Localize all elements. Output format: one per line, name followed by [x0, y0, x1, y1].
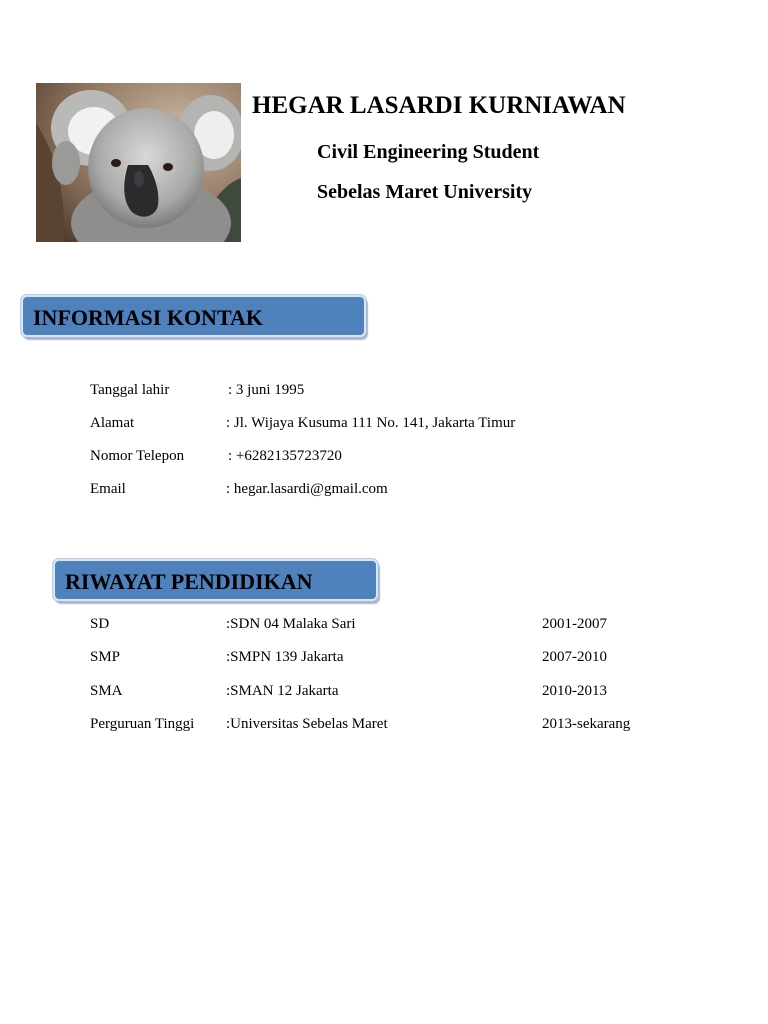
education-school: :SMPN 139 Jakarta [226, 649, 344, 665]
contact-label: Email [90, 481, 126, 497]
subtitle-occupation: Civil Engineering Student [317, 141, 540, 163]
contact-label: Alamat [90, 415, 135, 431]
education-school: :Universitas Sebelas Maret [226, 716, 388, 732]
contact-label: Tanggal lahir [90, 382, 170, 398]
education-level: Perguruan Tinggi [90, 716, 195, 732]
education-years: 2007-2010 [542, 649, 607, 665]
education-level: SD [90, 616, 110, 632]
profile-photo-koala [36, 83, 241, 242]
contact-value: : Jl. Wijaya Kusuma 111 No. 141, Jakarta Timur [226, 415, 516, 431]
education-years: 2010-2013 [542, 683, 607, 699]
education-school: :SMAN 12 Jakarta [226, 683, 339, 699]
section-header-education: RIWAYAT PENDIDIKAN [53, 559, 378, 601]
contact-value: : hegar.lasardi@gmail.com [226, 481, 388, 497]
full-name: HEGAR LASARDI KURNIAWAN [252, 92, 626, 119]
contact-value: : 3 juni 1995 [228, 382, 305, 398]
education-years: 2013-sekarang [542, 716, 631, 732]
education-level: SMP [90, 649, 121, 665]
education-level: SMA [90, 683, 123, 699]
education-school: :SDN 04 Malaka Sari [226, 616, 356, 632]
subtitle-university: Sebelas Maret University [317, 181, 533, 203]
contact-label: Nomor Telepon [90, 448, 185, 464]
contact-value: : +6282135723720 [228, 448, 342, 464]
koala-image [36, 83, 241, 242]
education-years: 2001-2007 [542, 616, 607, 632]
section-header-contact: INFORMASI KONTAK [21, 295, 366, 337]
